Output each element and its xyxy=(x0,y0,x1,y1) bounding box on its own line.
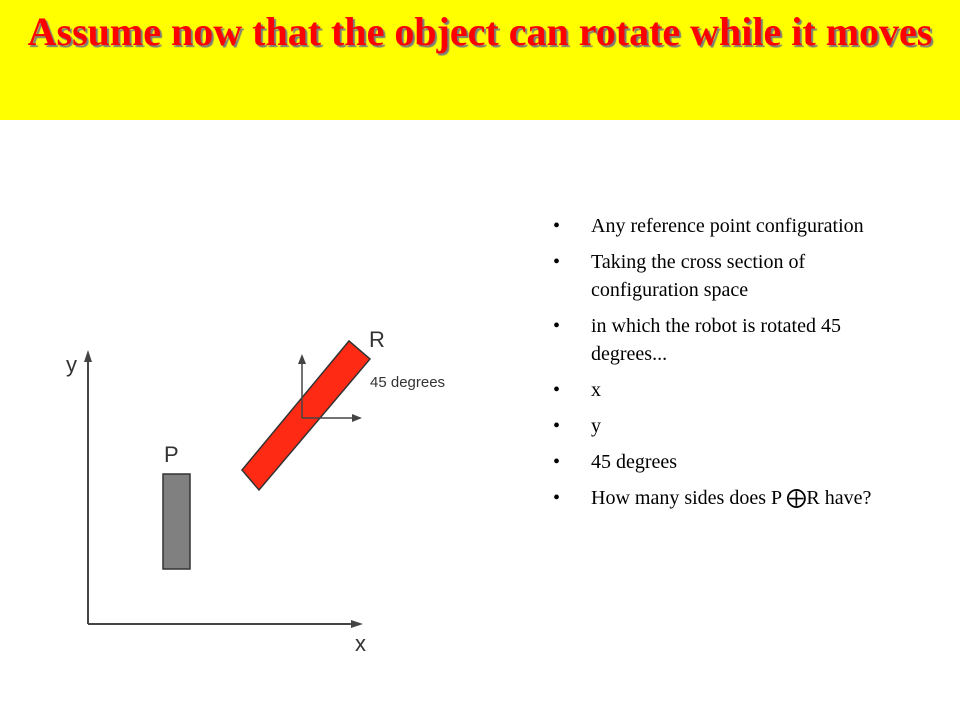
bullet-marker: • xyxy=(553,315,561,337)
robot-label: R xyxy=(369,327,385,352)
bullet-item xyxy=(553,484,883,512)
bullet-marker: • xyxy=(553,215,561,237)
bullet-marker: • xyxy=(553,415,561,437)
bullet-item xyxy=(553,312,883,368)
x-axis-label: x xyxy=(355,631,366,656)
bullet-text: x xyxy=(591,379,601,401)
y-axis-label: y xyxy=(66,352,77,377)
bullet-item xyxy=(553,412,883,440)
bullet-text: Any reference point configuration xyxy=(591,215,864,237)
bullet-text: in which the robot is rotated 45 degrees... xyxy=(591,315,841,365)
bullet-marker: • xyxy=(553,379,561,401)
bullet-marker: • xyxy=(553,451,561,473)
bullet-item xyxy=(553,212,883,240)
bullet-text: 45 degrees xyxy=(591,451,678,473)
bullet-item xyxy=(553,376,883,404)
robot-frame-y-arrowhead xyxy=(298,354,306,364)
robot-r xyxy=(242,341,370,490)
y-axis-arrowhead xyxy=(84,350,92,362)
obstacle-label: P xyxy=(164,442,179,467)
bullet-text: How many sides does P ⨁R have? xyxy=(591,487,872,509)
bullet-text: Taking the cross section of configuration space xyxy=(591,251,806,301)
bullet-marker: • xyxy=(553,487,561,509)
x-axis-arrowhead xyxy=(351,620,363,628)
rotation-label: 45 degrees xyxy=(370,374,446,391)
obstacle-p xyxy=(163,474,190,569)
bullet-list xyxy=(553,212,883,520)
robot-frame-x-arrowhead xyxy=(352,414,362,422)
slide-title: Assume now that the object can rotate while it moves xyxy=(27,9,933,54)
bullet-item xyxy=(553,448,883,476)
bullet-item xyxy=(553,248,883,304)
bullet-text: y xyxy=(591,415,601,437)
bullet-marker: • xyxy=(553,251,561,273)
